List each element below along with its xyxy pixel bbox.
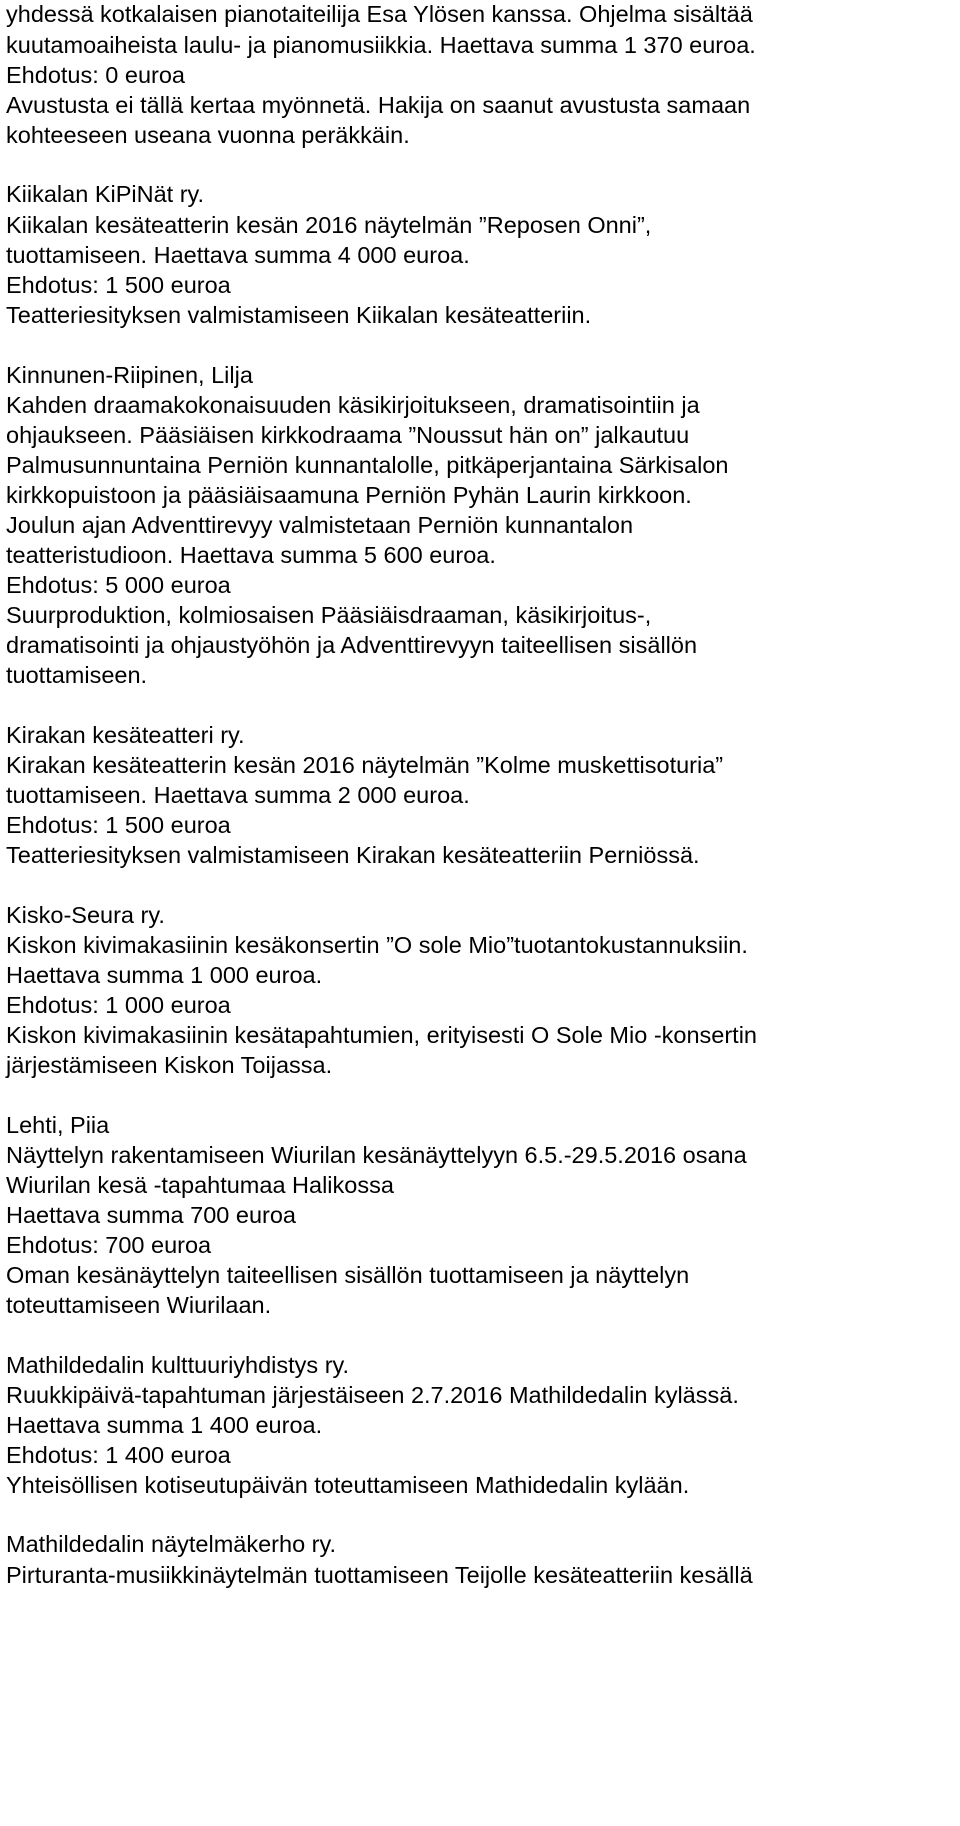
text-line: Kiskon kivimakasiinin kesäkonsertin ”O sole Mio”tuotantokustannuksiin.: [6, 932, 748, 958]
text-line: Pirturanta-musiikkinäytelmän tuottamiseen Teijolle kesäteatteriin kesällä: [6, 1562, 753, 1588]
text-line: Haettava summa 1 000 euroa.: [6, 962, 323, 988]
text-line: Teatteriesityksen valmistamiseen Kiikalan kesäteatteriin.: [6, 302, 592, 328]
text-line: tuottamiseen. Haettava summa 2 000 euroa.: [6, 782, 470, 808]
text-line: kirkkopuistoon ja pääsiäisaamuna Perniön Pyhän Laurin kirkkoon.: [6, 482, 692, 508]
text-line: järjestämiseen Kiskon Toijassa.: [6, 1052, 333, 1078]
text-line: Suurproduktion, kolmiosaisen Pääsiäisdraaman, käsikirjoitus-,: [6, 602, 652, 628]
text-line: Ruukkipäivä-tapahtuman järjestäiseen 2.7.2016 Mathildedalin kylässä.: [6, 1382, 739, 1408]
proposal-line: Ehdotus: 1 000 euroa: [6, 992, 231, 1018]
proposal-line: Ehdotus: 1 500 euroa: [6, 812, 231, 838]
text-line: Kiikalan kesäteatterin kesän 2016 näytelmän ”Reposen Onni”,: [6, 212, 652, 238]
text-line: tuottamiseen. Haettava summa 4 000 euroa.: [6, 242, 470, 268]
text-line: Yhteisöllisen kotiseutupäivän toteuttamiseen Mathidedalin kylään.: [6, 1472, 690, 1498]
text-line: Ehdotus: 0 euroa: [6, 62, 185, 88]
text-line: Kiskon kivimakasiinin kesätapahtumien, erityisesti O Sole Mio -konsertin: [6, 1022, 758, 1048]
entry-title: Mathildedalin kulttuuriyhdistys ry.: [6, 1352, 350, 1378]
text-line: Oman kesänäyttelyn taiteellisen sisällön tuottamiseen ja näyttelyn: [6, 1262, 690, 1288]
text-line: dramatisointi ja ohjaustyöhön ja Adventtirevyyn taiteellisen sisällön: [6, 632, 698, 658]
text-line: Haettava summa 700 euroa: [6, 1202, 296, 1228]
text-line: Joulun ajan Adventtirevyy valmistetaan Perniön kunnantalon: [6, 512, 634, 538]
text-line: toteuttamiseen Wiurilaan.: [6, 1292, 272, 1318]
text-line: Näyttelyn rakentamiseen Wiurilan kesänäyttelyyn 6.5.-29.5.2016 osana: [6, 1142, 747, 1168]
text-line: Avustusta ei tällä kertaa myönnetä. Hakija on saanut avustusta samaan: [6, 92, 751, 118]
proposal-line: Ehdotus: 700 euroa: [6, 1232, 212, 1258]
entry-title: Kisko-Seura ry.: [6, 902, 165, 928]
text-line: Kirakan kesäteatterin kesän 2016 näytelmän ”Kolme muskettisoturia”: [6, 752, 724, 778]
entry-title: Mathildedalin näytelmäkerho ry.: [6, 1531, 337, 1557]
text-line: ohjaukseen. Pääsiäisen kirkkodraama ”Noussut hän on” jalkautuu: [6, 422, 690, 448]
proposal-line: Ehdotus: 5 000 euroa: [6, 572, 231, 598]
text-line: teatteristudioon. Haettava summa 5 600 euroa.: [6, 542, 496, 568]
proposal-line: Ehdotus: 1 400 euroa: [6, 1442, 231, 1468]
text-line: kohteeseen useana vuonna peräkkäin.: [6, 122, 410, 148]
text-line: tuottamiseen.: [6, 662, 148, 688]
text-line: Wiurilan kesä -tapahtumaa Halikossa: [6, 1172, 394, 1198]
text-line: Palmusunnuntaina Perniön kunnantalolle, pitkäperjantaina Särkisalon: [6, 452, 729, 478]
text-line: kuutamoaiheista laulu- ja pianomusiikkia. Haettava summa 1 370 euroa.: [6, 32, 756, 58]
entry-title: Kiikalan KiPiNät ry.: [6, 181, 205, 207]
entry-title: Kirakan kesäteatteri ry.: [6, 722, 245, 748]
text-line: Kahden draamakokonaisuuden käsikirjoitukseen, dramatisointiin ja: [6, 392, 700, 418]
text-line: Haettava summa 1 400 euroa.: [6, 1412, 323, 1438]
text-line: yhdessä kotkalaisen pianotaiteilija Esa Ylösen kanssa. Ohjelma sisältää: [6, 1, 753, 27]
text-line: Teatteriesityksen valmistamiseen Kirakan kesäteatteriin Perniössä.: [6, 842, 700, 868]
entry-title: Lehti, Piia: [6, 1112, 110, 1138]
entry-title: Kinnunen-Riipinen, Lilja: [6, 362, 253, 388]
proposal-line: Ehdotus: 1 500 euroa: [6, 272, 231, 298]
